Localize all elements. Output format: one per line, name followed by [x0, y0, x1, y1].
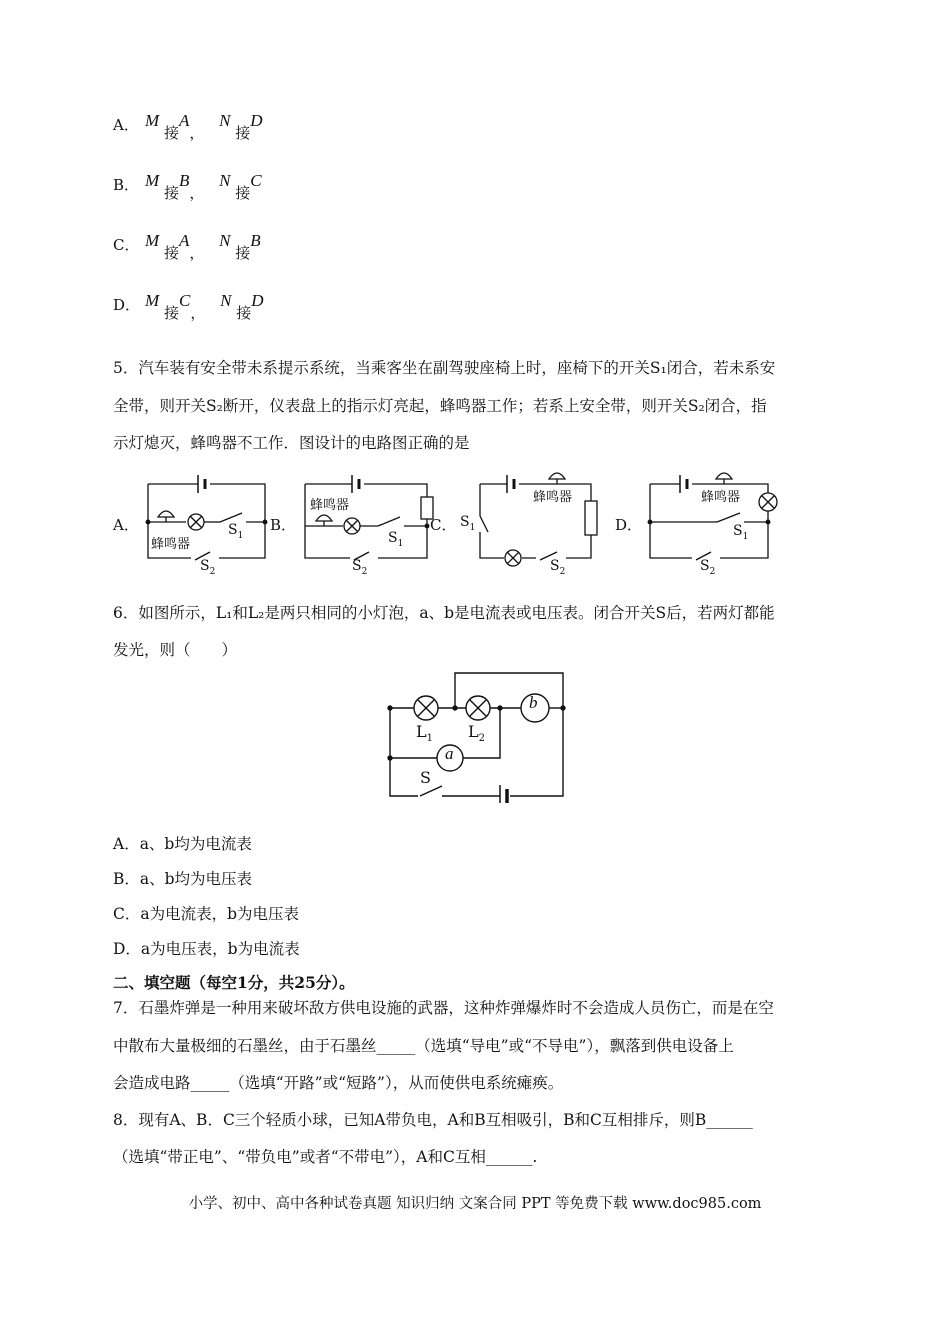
s1-subscript: 1 [397, 538, 404, 549]
connect-word: 接 [235, 244, 251, 262]
l1-letter: L [416, 722, 427, 741]
s1-label-a [228, 522, 243, 541]
terminal: C [178, 291, 191, 310]
q6-option-d: D．a为电压表，b为电流表 [113, 940, 300, 958]
connect-word: 接 [163, 244, 179, 262]
terminal: D [250, 111, 263, 130]
s2-subscript: 2 [361, 566, 368, 577]
page-footer: 小学、初中、高中各种试卷真题 知识归纳 文案合同 PPT 等免费下载 www.doc985.com [188, 1196, 762, 1212]
terminal: A [178, 231, 190, 250]
q5-choice-d-label: D． [615, 516, 643, 534]
buzzer-label-a: 蜂鸣器 [151, 537, 191, 552]
terminal-n: N [219, 171, 231, 190]
q4-option-d-expr [145, 290, 264, 322]
q8-line-1: 8．现有A、B．C三个轻质小球，已知A带负电，A和B互相吸引，B和C互相排斥，则B______ [113, 1111, 753, 1129]
option-label: A． [113, 116, 139, 134]
s2-letter: S [200, 558, 210, 574]
q4-option-b-expr [145, 170, 262, 202]
comma: ， [189, 184, 205, 202]
q8-line-2: （选填“带正电”、“带负电”或者“不带电”），A和C互相______. [113, 1148, 538, 1166]
q5-line-1: 5．汽车装有安全带未系提示系统，当乘客坐在副驾驶座椅上时，座椅下的开关S₁闭合，若未系安 [113, 359, 776, 377]
s2-label-b [352, 558, 367, 577]
q5-choice-b-label: B． [270, 516, 297, 534]
terminal: B [178, 171, 190, 190]
s2-letter: S [550, 558, 560, 574]
s2-subscript: 2 [709, 566, 716, 577]
q7-line-3: 会造成电路_____（选填“开路”或“短路”），从而使供电系统瘫痪。 [113, 1074, 564, 1092]
meter-a-label: a [445, 744, 454, 763]
terminal-m: M [145, 231, 160, 250]
s1-label-d [733, 523, 748, 542]
option-label: D． [113, 296, 141, 314]
terminal-m: M [145, 291, 160, 310]
q6-option-b: B．a、b均为电压表 [113, 870, 253, 888]
s1-label-c [460, 514, 475, 533]
s2-subscript: 2 [559, 566, 566, 577]
q6-line-2: 发光，则（ ） [113, 641, 238, 659]
connect-word: 接 [235, 124, 251, 142]
switch-s-label: S [420, 768, 431, 787]
s2-label-c [550, 558, 565, 577]
q6-option-c: C．a为电流表，b为电压表 [113, 905, 300, 923]
q7-line-2: 中散布大量极细的石墨丝，由于石墨丝_____（选填“导电”或“不导电”），飘落到供电设备上 [113, 1037, 734, 1055]
option-label: B． [113, 176, 140, 194]
s1-subscript: 1 [469, 522, 476, 533]
s2-label-d [700, 558, 715, 577]
connect-word: 接 [236, 304, 252, 322]
buzzer-label-c: 蜂鸣器 [533, 490, 573, 505]
q4-option-c-expr [145, 230, 261, 262]
terminal: B [250, 231, 261, 250]
option-label: C． [113, 236, 140, 254]
s1-letter: S [228, 522, 238, 538]
q4-option-a [113, 114, 139, 135]
buzzer-label-d: 蜂鸣器 [701, 490, 741, 505]
buzzer-label-b: 蜂鸣器 [310, 498, 350, 513]
q7-line-1: 7．石墨炸弹是一种用来破坏敌方供电设施的武器，这种炸弹爆炸时不会造成人员伤亡，而是在空 [113, 999, 774, 1017]
q6-line-1: 6．如图所示，L₁和L₂是两只相同的小灯泡，a、b是电流表或电压表。闭合开关S后，若两灯都能 [113, 604, 775, 622]
comma: ， [189, 124, 205, 142]
q6-option-a: A．a、b均为电流表 [113, 835, 252, 853]
terminal-n: N [219, 231, 231, 250]
terminal-n: N [219, 111, 231, 130]
connect-word: 接 [235, 184, 251, 202]
comma: ， [190, 304, 206, 322]
section-heading: 二、填空题（每空1分，共25分）。 [113, 973, 355, 992]
s2-label-a [200, 558, 215, 577]
q4-option-b [113, 174, 139, 195]
connect-word: 接 [163, 304, 179, 322]
q5-line-3: 示灯熄灭，蜂鸣器不工作．图设计的电路图正确的是 [113, 434, 470, 452]
connect-word: 接 [163, 184, 179, 202]
l1-subscript: 1 [426, 733, 433, 745]
terminal-m: M [145, 111, 160, 130]
q5-choice-c-label: C． [430, 516, 457, 534]
s2-letter: S [352, 558, 362, 574]
comma: ， [189, 244, 205, 262]
circuit-b [305, 475, 433, 560]
terminal-m: M [145, 171, 160, 190]
s2-letter: S [700, 558, 710, 574]
l2-subscript: 2 [478, 733, 485, 745]
q4-option-d [113, 294, 140, 315]
l1-label [416, 722, 433, 744]
s1-letter: S [733, 523, 743, 539]
terminal: C [250, 171, 262, 190]
q5-choice-a-label: A． [113, 516, 139, 534]
s1-subscript: 1 [742, 531, 749, 542]
q4-option-c [113, 234, 139, 255]
s1-letter: S [388, 530, 398, 546]
s1-letter: S [460, 514, 470, 530]
l2-label [468, 722, 485, 744]
s1-subscript: 1 [237, 530, 244, 541]
connect-word: 接 [163, 124, 179, 142]
meter-b-label: b [529, 693, 538, 712]
terminal-n: N [220, 291, 232, 310]
l2-letter: L [468, 722, 479, 741]
s1-label-b [388, 530, 403, 549]
s2-subscript: 2 [209, 566, 216, 577]
terminal: A [178, 111, 190, 130]
q4-option-a-expr [145, 110, 263, 142]
terminal: D [251, 291, 264, 310]
q5-line-2: 全带，则开关S₂断开，仪表盘上的指示灯亮起，蜂鸣器工作；若系上安全带，则开关S₂闭合，指 [113, 397, 767, 415]
